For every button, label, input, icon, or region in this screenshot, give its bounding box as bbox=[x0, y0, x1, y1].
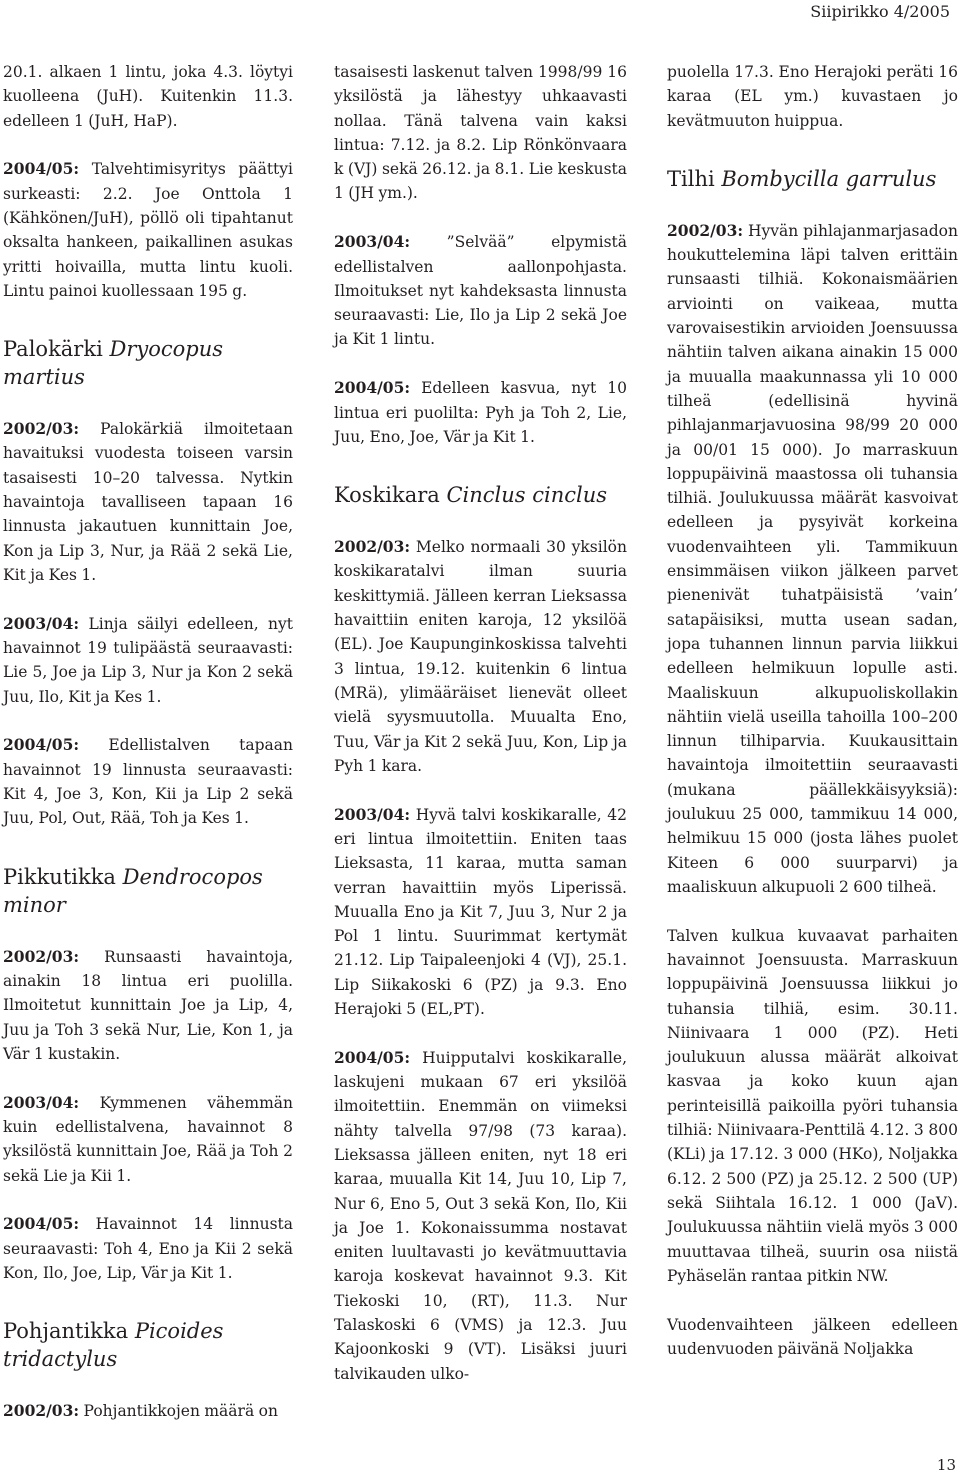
paragraph: 2002/03: Melko normaali 30 yksilön koskikaratalvi ilman suuria keskittymiä. Jälleen kerran Lieksassa havaittiin eniten karoja, 12 yksilöä (EL). Joe Kaupunginkoskissa talvehti 3 lintua, 19.12. kuitenkin 6 lintua (MRä), ylimääräiset lienevät olleet vielä syysmuutolla. Muualta Eno, Tuu, Vär ja Kit 2 sekä Juu, Kon, Lip ja Pyh 1 kara. bbox=[334, 537, 627, 775]
paragraph: 2003/04: Hyvä talvi koskikaralle, 42 eri lintua ilmoitettiin. Eniten taas Lieksasta, 11 karaa, mutta saman verran havaittiin myös Liperissä. Muualla Eno ja Kit 7, Juu 3, Nur 2 ja Pol 1 lintu. Suurimmat kertymät 21.12. Lip Taipaleenjoki 4 (VJ), 25.1. Lip Siikakoski 6 (PZ) ja 9.3. Eno Herajoki 5 (EL,PT). bbox=[334, 804, 627, 1018]
column-1 bbox=[3, 60, 293, 1423]
species-heading-palokarki: Palokärki Dryocopus martius bbox=[3, 337, 224, 390]
species-heading-pikkutikka: Pikkutikka Dendrocopos minor bbox=[3, 864, 263, 917]
paragraph: 2004/05: Talvehtimisyritys päättyi surkeasti: 2.2. Joe Onttola 1 (Kähkönen/JuH), pöllö oli tipahtanut oksalta hankeen, paikallinen asukas yritti hoivailla, mutta lintu kuoli. Lintu painoi kuollessaan 195 g. bbox=[3, 159, 293, 300]
paragraph: 2003/04: ”Selvää” elpymistä edellistalven aallonpohjasta. Ilmoitukset nyt kahdeksasta linnusta seuraavasti: Lie, Ilo ja Lip 2 sekä Joe ja Kit 1 lintu. bbox=[334, 232, 627, 349]
paragraph: Talven kulkua kuvaavat parhaiten havainnot Joensuusta. Marraskuun loppupäivinä Joensuussa liikkui jo tuhansia tilhiä, esim. 30.11. Niinivaara 1 000 (PZ). Heti joulukuun alussa määrät alkoivat kasvaa ja koko kuun ajan perinteisillä paikoilla pyöri tuhansia tilhiä: Niinivaara-Penttilä 4.12. 3 800 (KLi) ja 17.12. 3 000 (HKo), Noljakka 6.12. 2 500 (PZ) ja 25.12. 2 500 (UP) sekä Siihtala 16.12. 1 000 (JaV). Joulukuussa nähtiin vielä myös 3 000 muuttavaa tilheä, suurin osa niistä Pyhäselän rantaa pitkin NW. bbox=[667, 926, 958, 1285]
paragraph: 2004/05: Edellistalven tapaan havainnot 19 linnusta seuraavasti: Kit 4, Joe 3, Kon, Kii ja Lip 2 sekä Juu, Pol, Out, Rää, Toh ja Kes 1. bbox=[3, 735, 293, 828]
paragraph: 2004/05: Edelleen kasvua, nyt 10 lintua eri puolilta: Pyh ja Toh 2, Lie, Juu, Eno, Joe, Vär ja Kit 1. bbox=[334, 378, 627, 446]
paragraph: 2002/03: Runsaasti havaintoja, ainakin 18 lintua eri puolilla. Ilmoitetut kunnittain Joe ja Lip, 4, Juu ja Toh 3 sekä Nur, Lie, Kon 1, ja Vär 1 kustakin. bbox=[3, 946, 293, 1063]
paragraph: 2004/05: Huipputalvi koskikaralle, laskujeni mukaan 67 eri yksilöä ilmoitettiin. Enemmän on viimeksi nähty talvella 97/98 (73 karaa). Lieksassa jälleen eniten, nyt 18 eri karaa, muualla Kit 14, Juu 10, Lip 7, Nur 6, Eno 5, Out 3 sekä Kon, Ilo, Kii ja Joe 1. Kokonaissumma nostavat eniten luultavasti jo kevätmuuttavia karoja koskevat havainnot 9.3. Kit Tiekoski 10, (RT), 11.3. Nur Talaskoski 6 (VMS) ja 12.3. Juu Kajoonkoski 9 (VT). Lisäksi juuri talvikauden ulko- bbox=[334, 1047, 627, 1383]
species-heading-pohjantikka: Pohjantikka Picoides tridactylus bbox=[3, 1319, 224, 1372]
paragraph: 2002/03: Palokärkiä ilmoitetaan havaituksi vuodesta toiseen varsin tasaisesti 10–20 talvessa. Nytkin havaintoja tavalliseen tapaan 16 linnusta jakautuen kunnittain Joe, Kon ja Lip 3, Nur, ja Rää 2 sekä Lie, Kit ja Kes 1. bbox=[3, 419, 293, 584]
paragraph: 2003/04: Kymmenen vähemmän kuin edellistalvena, havainnot 8 yksilöstä kunnittain Joe, Rää ja Toh 2 sekä Lie ja Kii 1. bbox=[3, 1092, 293, 1185]
paragraph: 2002/03: Pohjantikkojen määrä on bbox=[3, 1401, 278, 1421]
column-3 bbox=[667, 60, 958, 1361]
paragraph: 2004/05: Havainnot 14 linnusta seuraavasti: Toh 4, Eno ja Kii 2 sekä Kon, Ilo, Joe, Lip, Vär ja Kit 1. bbox=[3, 1214, 293, 1282]
species-heading-koskikara: Koskikara Cinclus cinclus bbox=[334, 483, 608, 508]
species-heading-tilhi: Tilhi Bombycilla garrulus bbox=[667, 166, 937, 191]
paragraph: tasaisesti laskenut talven 1998/99 16 yksilöstä ja lähestyy uhkaavasti nollaa. Tänä talvena vain kaksi lintua: 7.12. ja 8.2. Lip Rönkönvaara k (VJ) sekä 26.12. ja 8.1. Lie keskusta 1 (JH ym.). bbox=[334, 63, 627, 203]
paragraph: 20.1. alkaen 1 lintu, joka 4.3. löytyi kuolleena (JuH). Kuitenkin 11.3. edelleen 1 (JuH, HaP). bbox=[3, 63, 293, 130]
running-header: Siipirikko 4/2005 bbox=[810, 2, 950, 21]
paragraph: 2003/04: Linja säilyi edelleen, nyt havainnot 19 tulipäästä seuraavasti: Lie 5, Joe ja Lip 3, Nur ja Kon 2 sekä Juu, Ilo, Kit ja Kes 1. bbox=[3, 613, 293, 706]
paragraph: puolella 17.3. Eno Herajoki peräti 16 karaa (EL ym.) kuvastaen jo kevätmuuton huippua. bbox=[667, 63, 958, 130]
page-number: 13 bbox=[936, 1456, 956, 1474]
paragraph: Vuodenvaihteen jälkeen edelleen uudenvuoden päivänä Noljakka bbox=[667, 1315, 958, 1358]
column-2 bbox=[334, 60, 627, 1386]
paragraph: 2002/03: Hyvän pihlajanmarjasadon houkuttelemina läpi talven erittäin runsaasti tilhiä. Kokonaismäärien arviointi on vaikeaa, mutta varovaisestikin arvioiden Joensuussa nähtiin talven aikana ainakin 15 000 ja muualla maakunnassa yli 10 000 tilheä (edellisinä hyvinä pihlajanmarjavuosina 98/99 20 000 ja 00/01 15 000). Jo marraskuun loppupäivinä maastossa oli tuhansia tilhiä. Joulukuussa määrät kasvoivat edelleen ja pysyivät korkeina vuodenvaihteen yli. Tammikuun ensimmäisen viikon jälkeen parvet pienenivät tuhatpäisistä ’vain’ satapäisiksi, mutta usean sadan, jopa tuhannen linnun parvia liikkui edelleen helmikuun lopulle asti. Maaliskuun alkupuoliskollakin nähtiin vielä useilla tahoilla 100–200 linnun tilhiparvia. Kuukausittain havaintoja ilmoitettiin seuraavasti (mukana päällekkäisyyksiä): joulukuu 25 000, tammikuu 14 000, helmikuu 15 000 (josta lähes puolet Kiteen 6 000 suurparvi) ja maaliskuun alkupuoli 2 600 tilheä. bbox=[667, 220, 958, 896]
